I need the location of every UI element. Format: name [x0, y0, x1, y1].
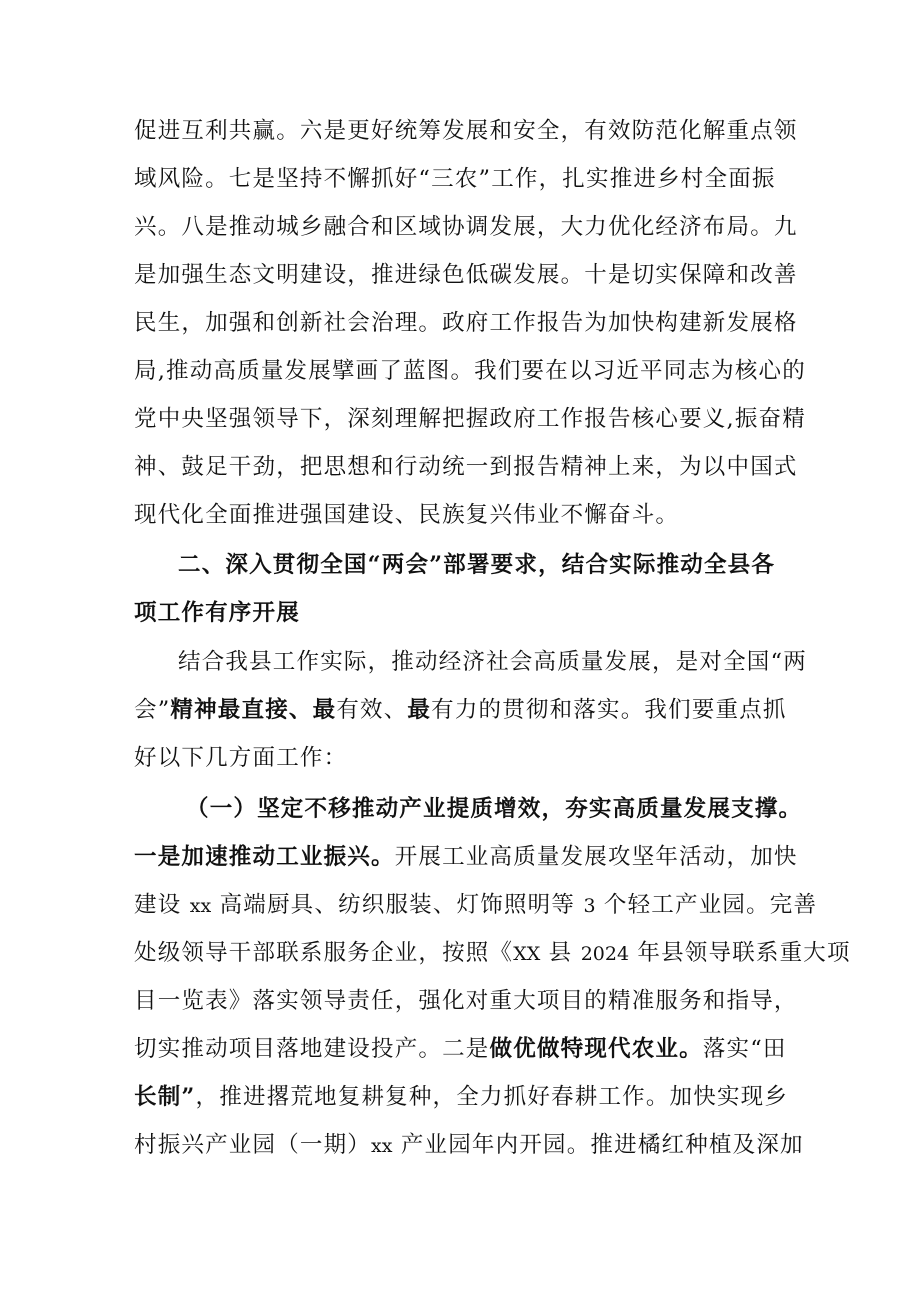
intro-line-2-part-d: 最	[407, 697, 432, 723]
intro-line-2	[134, 686, 794, 734]
para-line-1-bold: 一是加速推动工业振兴。	[134, 844, 395, 870]
body-line-5: 民生，加强和创新社会治理。政府工作报告为加快构建新发展格	[134, 310, 798, 336]
intro-line-1: 结合我县工作实际，推动经济社会高质量发展，是对全国“两	[178, 649, 807, 675]
para-line-1	[134, 833, 798, 881]
body-line-2: 域风险。七是坚持不懈抓好“三农”工作，扎实推进乡村全面振	[134, 166, 776, 192]
intro-line-2-part-e: 有力的贯彻和落实。我们要重点抓	[431, 697, 787, 723]
body-line-8: 神、鼓足干劲，把思想和行动统一到报告精神上来，为以中国式	[134, 454, 798, 480]
body-line-6: 局,推动高质量发展擘画了蓝图。我们要在以习近平同志为核心的	[134, 358, 806, 384]
para-line-3-part-a: 处级领导干部联系服务企业，按照《	[134, 940, 514, 966]
para-line-2-part-b: 高端厨具、纺织服装、灯饰照明等	[219, 892, 576, 918]
body-line-7: 党中央坚强领导下，深刻理解把握政府工作报告核心要义,振奋精	[134, 406, 806, 432]
para-line-6-bold: 长制”	[134, 1084, 196, 1110]
intro-line-3: 好以下几方面工作：	[134, 745, 348, 771]
body-line-4: 是加强生态文明建设，推进绿色低碳发展。十是切实保障和改善	[134, 262, 798, 288]
para-line-6-rest: ，推进撂荒地复耕复种，全力抓好春耕工作。加快实现乡	[195, 1084, 789, 1110]
body-line-1: 促进互利共赢。六是更好统筹发展和安全，有效防范化解重点领	[134, 118, 798, 144]
para-line-5-bold: 做优做特现代农业。	[489, 1036, 703, 1062]
para-line-1-rest: 开展工业高质量发展攻坚年活动，加快	[394, 844, 798, 870]
para-line-3-part-b: 县	[548, 940, 573, 966]
para-line-3-year: 2024	[580, 943, 630, 965]
sub-heading: （一）坚定不移推动产业提质增效，夯实高质量发展支撑。	[186, 796, 803, 822]
para-line-2-part-c: 个轻工产业园。完善	[603, 892, 818, 918]
intro-line-2-part-c: 有效、	[336, 697, 408, 723]
section-heading-line-1: 二、深入贯彻全国“两会”部署要求，结合实际推动全县各	[178, 552, 776, 578]
para-line-5-part-a: 切实推动项目落地建设投产。二是	[134, 1036, 490, 1062]
body-line-9: 现代化全面推进强国建设、民族复兴伟业不懈奋斗。	[134, 502, 680, 528]
para-line-2-part-a: 建设	[134, 892, 182, 918]
body-line-3: 兴。八是推动城乡融合和区域协调发展，大力优化经济布局。九	[134, 214, 798, 240]
para-line-7-part-b: 产业园年内开园。推进橘红种植及深加	[400, 1132, 804, 1158]
para-line-4: 目一览表》落实领导责任，强化对重大项目的精准服务和指导，	[134, 988, 798, 1014]
para-line-3	[134, 929, 851, 977]
para-line-2	[134, 881, 818, 929]
intro-line-2-part-a: 会”	[134, 697, 171, 723]
para-line-3-xx: XX	[513, 943, 541, 965]
section-heading-line-2: 项工作有序开展	[134, 600, 300, 626]
para-line-6	[134, 1073, 794, 1121]
para-line-2-xx: xx	[189, 895, 212, 917]
intro-line-2-part-b: 精神最直接、最	[170, 697, 337, 723]
para-line-7-part-a: 村振兴产业园（一期）	[134, 1132, 372, 1158]
para-line-7-xx: xx	[371, 1135, 393, 1157]
para-line-5	[134, 1025, 794, 1073]
para-line-3-part-c: 年县领导联系重大项	[637, 940, 851, 966]
para-line-5-part-b: 落实“田	[702, 1036, 787, 1062]
para-line-7	[134, 1121, 804, 1169]
para-line-2-num: 3	[583, 895, 596, 917]
